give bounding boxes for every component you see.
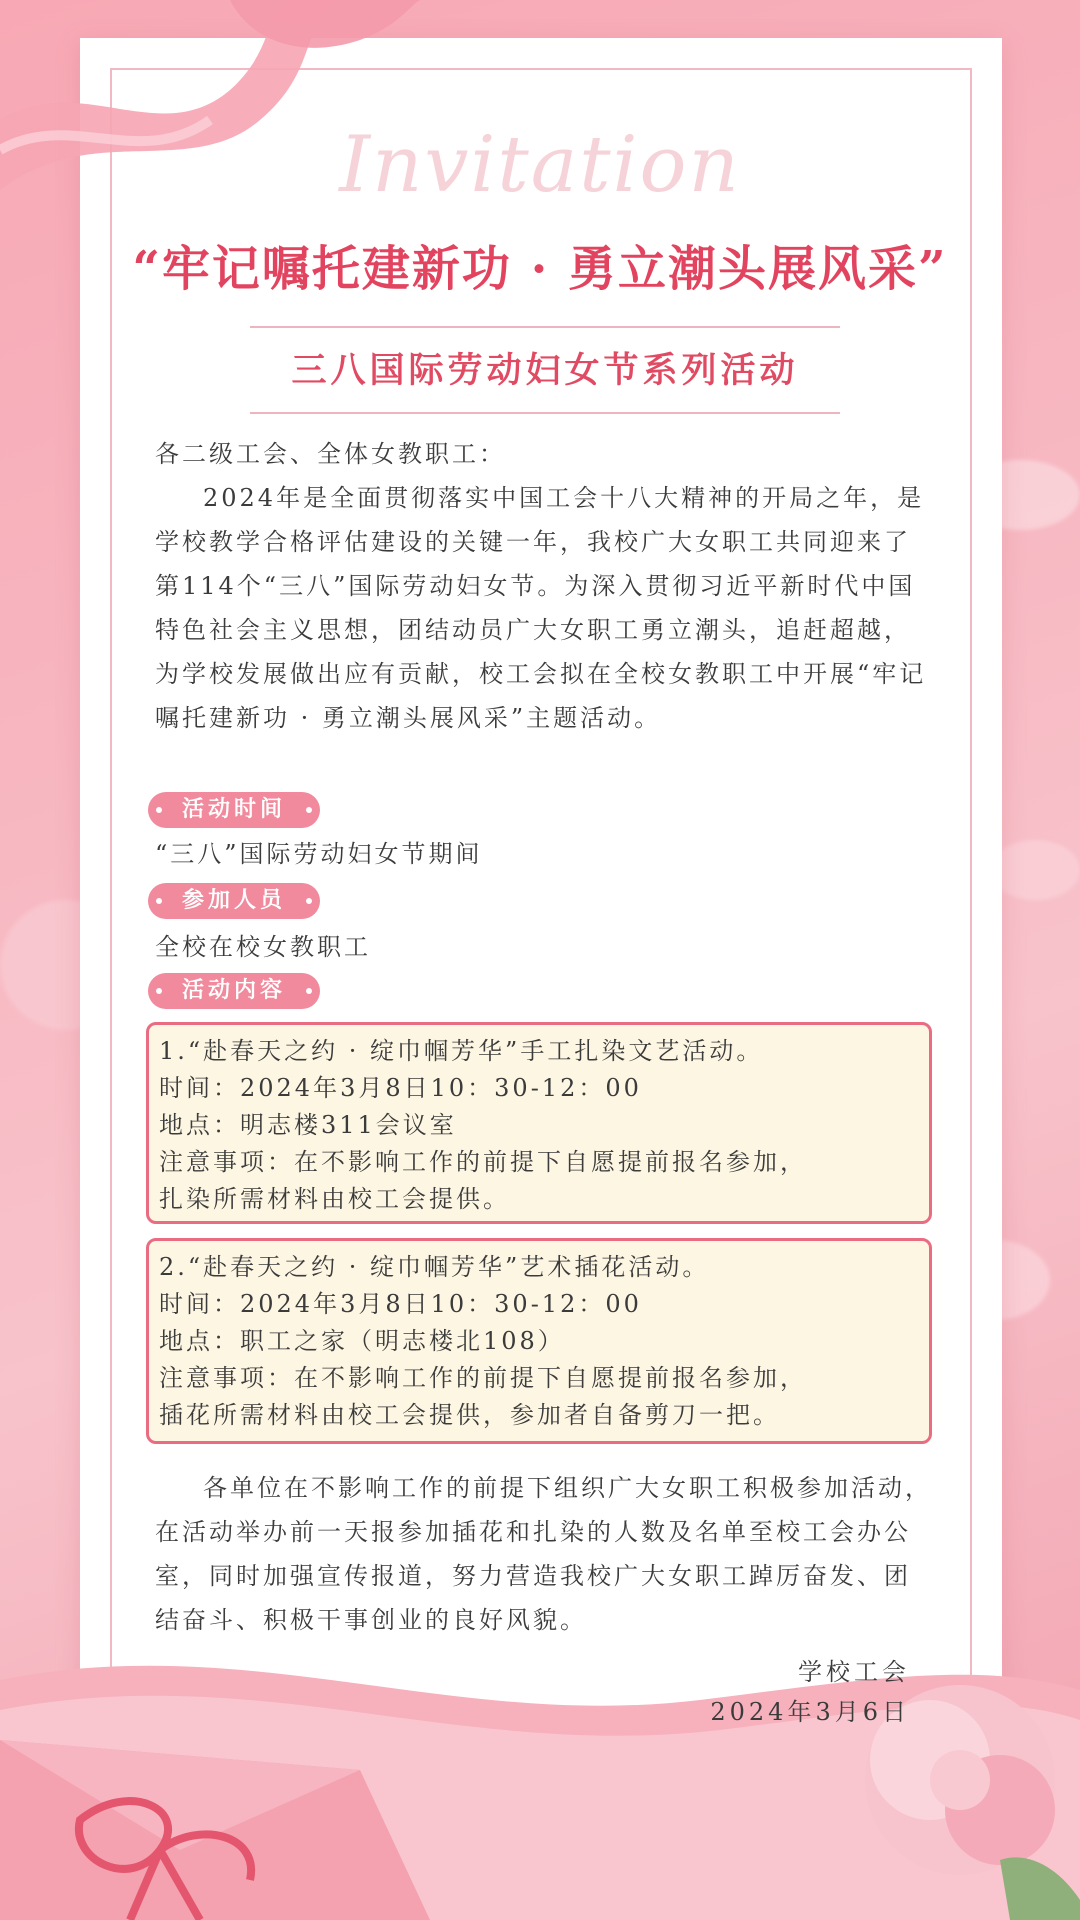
activity-title: 2.“赴春天之约 · 绽巾帼芳华”艺术插花活动。 bbox=[159, 1253, 710, 1281]
signature-org: 学校工会 bbox=[798, 1658, 910, 1686]
signature-block bbox=[710, 1652, 910, 1732]
page-subtitle: 三八国际劳动妇女节系列活动 bbox=[291, 351, 799, 391]
intro-paragraph: 2024年是全面贯彻落实中国工会十八大精神的开局之年，是学校教学合格评估建设的关键一年，我校广大女职工共同迎来了第114个“三八”国际劳动妇女节。为深入贯彻习近平新时代中国特色社会主义思想，团结动员广大女职工勇立潮头，追赶超越，为学校发展做出应有贡献，校工会拟在全校女教职工中开展“牢记嘱托建新功 · 勇立潮头展风采”主题活动。 bbox=[155, 484, 927, 732]
subtitle-frame bbox=[250, 326, 840, 414]
activity-note: 插花所需材料由校工会提供，参加者自备剪刀一把。 bbox=[159, 1401, 780, 1429]
people-value: 全校在校女教职工 bbox=[155, 933, 371, 961]
activity-card-2 bbox=[146, 1238, 932, 1444]
petal-decoration bbox=[990, 840, 1080, 900]
closing-paragraph: 各单位在不影响工作的前提下组织广大女职工积极参加活动，在活动举办前一天报参加插花和扎染的人数及名单至校工会办公室，同时加强宣传报道，努力营造我校广大女职工踔厉奋发、团结奋斗、积极干事创业的良好风貌。 bbox=[155, 1474, 932, 1634]
intro-block bbox=[155, 432, 935, 740]
signature-date: 2024年3月6日 bbox=[710, 1698, 910, 1726]
activity-note: 注意事项：在不影响工作的前提下自愿提前报名参加， bbox=[159, 1364, 807, 1392]
section-label-people: 参加人员 bbox=[148, 883, 320, 919]
bottom-decoration bbox=[0, 1620, 1080, 1920]
activity-time: 时间：2024年3月8日10：30-12：00 bbox=[159, 1074, 642, 1102]
activity-card-1 bbox=[146, 1022, 932, 1224]
activity-place: 地点：明志楼311会议室 bbox=[159, 1111, 457, 1139]
section-label-time: 活动时间 bbox=[148, 792, 320, 828]
invitation-script-text: Invitation bbox=[339, 120, 741, 210]
activity-note: 扎染所需材料由校工会提供。 bbox=[159, 1185, 510, 1213]
salutation: 各二级工会、全体女教职工： bbox=[155, 440, 506, 468]
page-title: “牢记嘱托建新功 · 勇立潮头展风采” bbox=[132, 241, 948, 297]
time-value: “三八”国际劳动妇女节期间 bbox=[155, 840, 483, 868]
activity-time: 时间：2024年3月8日10：30-12：00 bbox=[159, 1290, 642, 1318]
activity-note: 注意事项：在不影响工作的前提下自愿提前报名参加， bbox=[159, 1148, 807, 1176]
section-label-content: 活动内容 bbox=[148, 973, 320, 1009]
activity-place: 地点：职工之家（明志楼北108） bbox=[159, 1327, 565, 1355]
activity-title: 1.“赴春天之约 · 绽巾帼芳华”手工扎染文艺活动。 bbox=[159, 1037, 764, 1065]
